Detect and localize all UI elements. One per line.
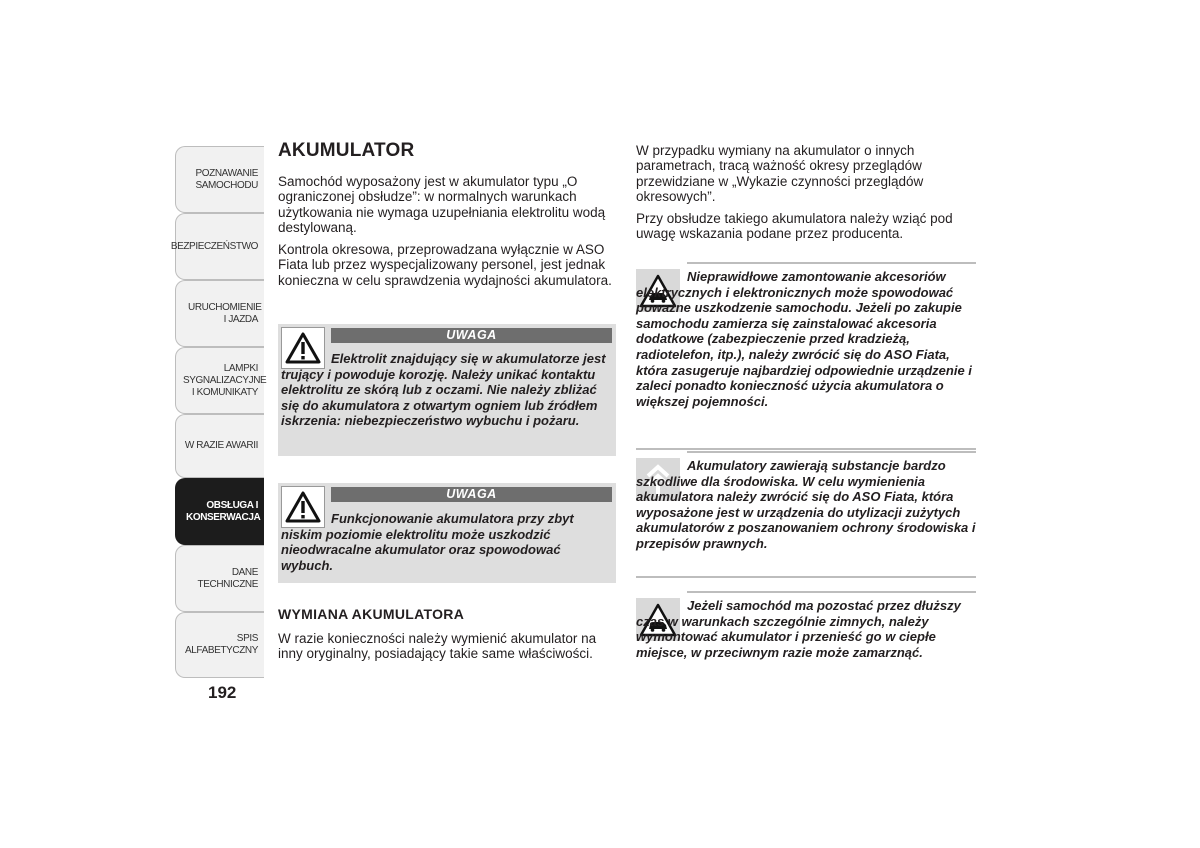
warning-text: Elektrolit znajdujący się w akumulatorze jest trujący i powoduje korozję. Należy unikać kontaktu elektrolitu ze skórą lub z oczami. Nie należy zbliżać się do akumulatora z otwartym ogniem lub źródłem iskrzenia: niebezpieczeństwo wybuchu i pożaru. (281, 351, 606, 429)
parameters-paragraph: W przypadku wymiany na akumulator o innych parametrach, tracą ważność okresy przeglądów przewidziane w „Wykazie czynności przeglądów okresowych”. (636, 143, 924, 205)
warning-text: Funkcjonowanie akumulatora przy zbyt niskim poziomie elektrolitu może uszkodzić nieodwracalne akumulator oraz spowodować wybuch. (281, 511, 574, 573)
tab-label: W RAZIE AWARII (184, 440, 258, 451)
subheading-battery-replacement: WYMIANA AKUMULATORA (278, 606, 465, 622)
note-text: Jeżeli samochód ma pozostać przez dłuższy czas w warunkach szczególnie zimnych, należy wymontować akumulator i przenieść go w ciepłe miejsce, w przeciwnym razie może zamarznąć. (636, 598, 961, 660)
tab-poznawanie-samochodu[interactable] (175, 146, 264, 213)
tab-w-razie-awarii[interactable] (175, 414, 264, 478)
manufacturer-paragraph: Przy obsłudze takiego akumulatora należy wziąć pod uwagę wskazania podane przez producenta. (636, 211, 953, 242)
tab-label: BEZPIECZEŃSTWO (170, 240, 258, 252)
note-cold-weather (636, 591, 976, 681)
note-accessories (636, 262, 976, 452)
tab-label: OBSŁUGA I KONSERWACJA (186, 499, 261, 523)
tab-label: SPIS ALFABETYCZNY (185, 633, 258, 656)
warning-box-low-electrolyte (278, 483, 616, 583)
tab-label: POZNAWANIE SAMOCHODU (195, 167, 258, 191)
inspection-paragraph: Kontrola okresowa, przeprowadzana wyłącznie w ASO Fiata lub przez wyspecjalizowany personel, jest jednak konieczna w celu sprawdzenia wydajności akumulatora. (278, 242, 612, 288)
tab-label: URUCHOMIENIE I JAZDA (188, 301, 262, 325)
tab-bezpieczenstwo[interactable] (170, 213, 264, 280)
tab-spis-alfabetyczny[interactable] (175, 612, 264, 678)
warning-title: UWAGA (331, 328, 612, 343)
tab-lampki-sygnalizacyjne[interactable] (175, 347, 267, 414)
intro-paragraph: Samochód wyposażony jest w akumulator typu „O ograniczonej obsłudze”: w normalnych warunkach użytkowania nie wymaga uzupełniania elektrolitu wodą destylowaną. (278, 174, 606, 236)
tab-label: DANE TECHNICZNE (197, 566, 258, 590)
note-text: Nieprawidłowe zamontowanie akcesoriów elektrycznych i elektronicznych może spowodować poważne uszkodzenie samochodu. Jeżeli po zakupie samochodu zamierza się zainstalować akcesoria dodatkowe (zabezpieczenie przed kradzieżą, radiotelefon, itp.), należy zwrócić się do ASO Fiata, która zasugeruje najbardziej odpowiednie urządzenie i zaleci ponadto konieczność użycia akumulatora o większej pojemności. (636, 269, 972, 409)
tab-dane-techniczne[interactable] (175, 545, 264, 612)
tab-obsluga-i-konserwacja[interactable] (175, 478, 264, 545)
warning-box-electrolyte (278, 324, 616, 456)
tab-label: LAMPKI SYGNALIZACYJNE I KOMUNIKATY (183, 362, 267, 398)
tab-uruchomienie-i-jazda[interactable] (175, 280, 264, 347)
note-text: Akumulatory zawierają substancje bardzo szkodliwe dla środowiska. W celu wymienienia akumulatora należy zwrócić się do ASO Fiata, która wyposażone jest w urządzenia do utylizacji zużytych akumulatorów z poszanowaniem ochrony środowiska i przepisów prawnych. (636, 458, 976, 551)
warning-title: UWAGA (331, 487, 612, 502)
section-heading: AKUMULATOR (278, 140, 415, 161)
page-number: 192 (208, 683, 237, 702)
note-environment (636, 451, 976, 576)
replacement-paragraph: W razie konieczności należy wymienić akumulator na inny oryginalny, posiadający takie same właściwości. (278, 631, 597, 662)
